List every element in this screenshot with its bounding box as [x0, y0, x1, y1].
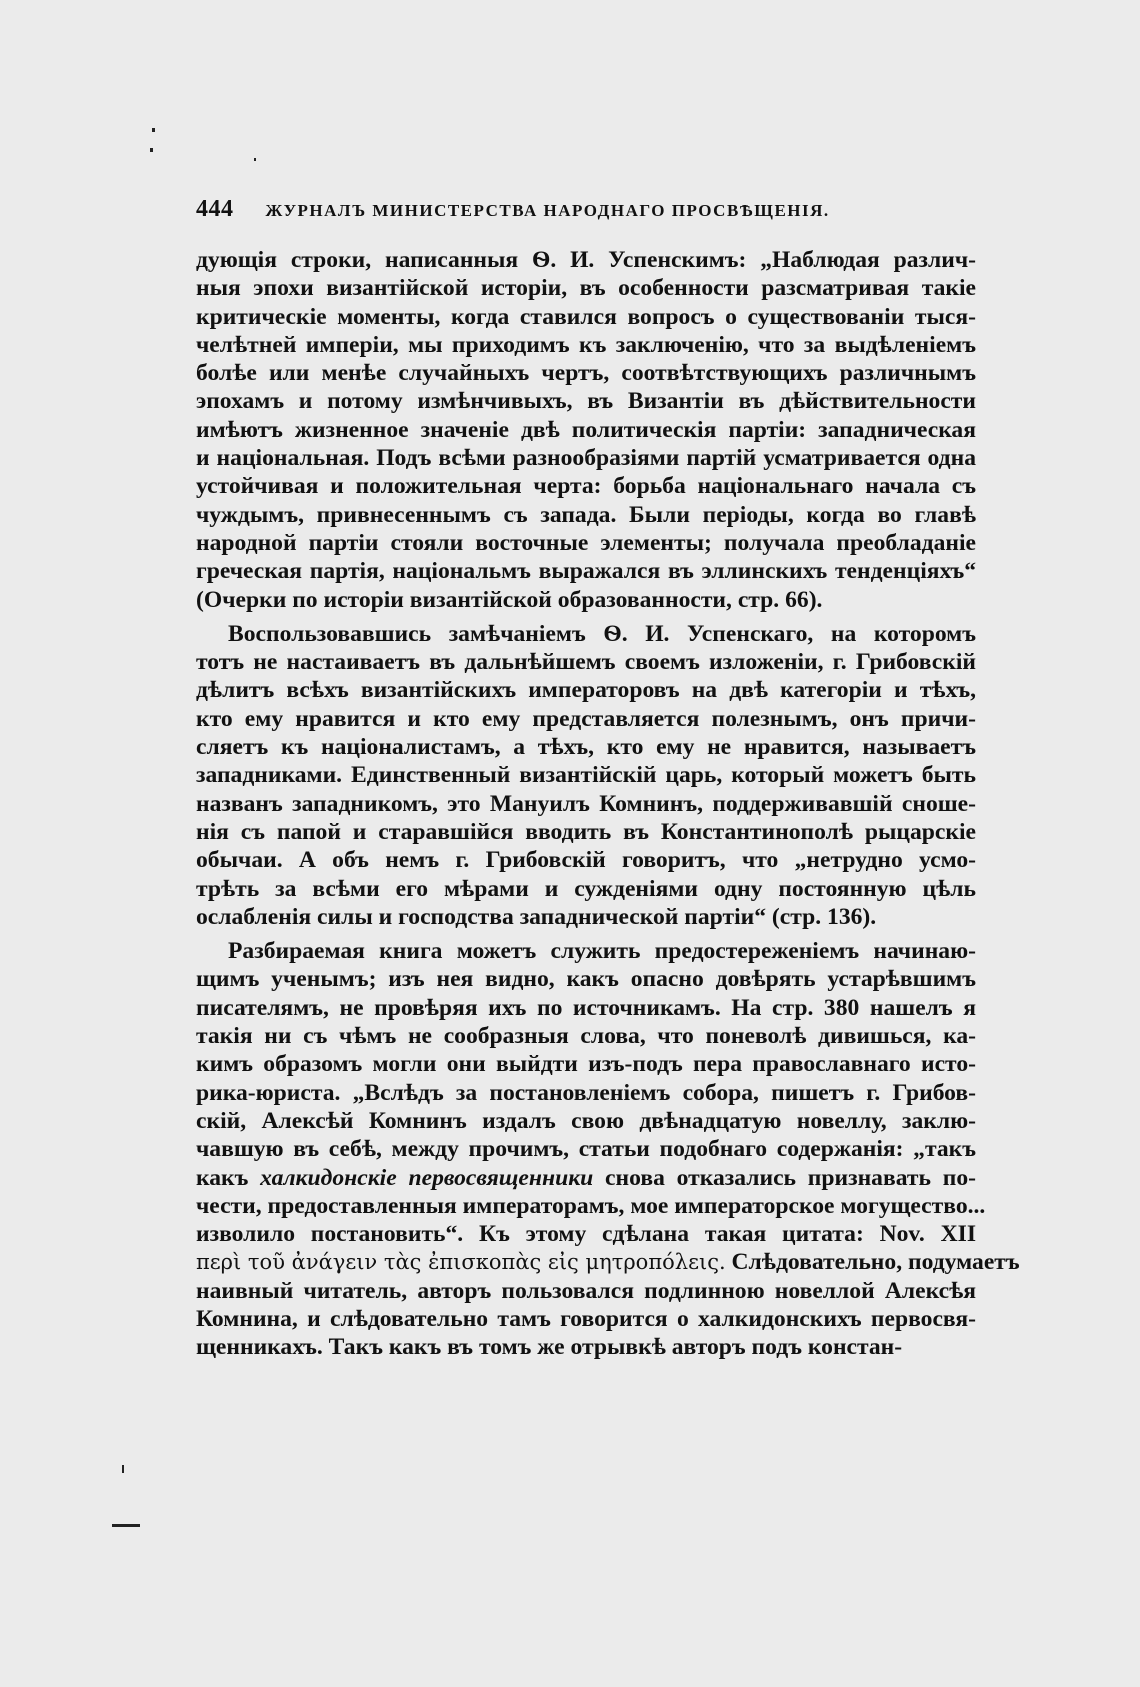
text-line: трѣть за всѣми его мѣрами и сужденіями одну постоянную цѣль: [196, 875, 976, 902]
text-line: Воспользовавшись замѣчаніемъ Ѳ. И. Успенскаго, на которомъ: [228, 620, 976, 647]
text-line: устойчивая и положительная черта: борьба національнаго начала съ: [196, 473, 976, 500]
text-line: какъ халкидонскіе первосвященники снова отказались признавать по-: [196, 1164, 976, 1191]
text-line: ныя эпохи византійской исторіи, въ особенности разсматривая такіе: [196, 275, 976, 302]
text-line: наивный читатель, авторъ пользовался подлинною новеллой Алексѣя: [196, 1277, 976, 1304]
margin-dash-bottom-left: [112, 1524, 140, 1527]
text-line: болѣе или менѣе случайныхъ чертъ, соотвѣтствующихъ различнымъ: [196, 360, 976, 387]
text-line: обычаи. А объ немъ г. Грибовскій говоритъ, что „нетрудно усмо-: [196, 847, 976, 874]
margin-speck-bottom-left: [122, 1465, 124, 1473]
text-line: названъ западникомъ, это Мануилъ Комнинъ, поддерживавшій сноше-: [196, 790, 976, 817]
text-line: такія ни съ чѣмъ не сообразныя слова, что поневолѣ дивишься, ка-: [196, 1023, 976, 1050]
text-line: западниками. Единственный византійскій царь, который можетъ быть: [196, 762, 976, 789]
text-line: скій, Алексѣй Комнинъ издалъ свою двѣнадцатую новеллу, заклю-: [196, 1107, 976, 1134]
text-line: нія съ папой и старавшійся вводить въ Константинополѣ рыцарскіе: [196, 818, 976, 845]
text-line: тотъ не настаиваетъ въ дальнѣйшемъ своемъ изложеніи, г. Грибовскій: [196, 649, 976, 676]
margin-speck-top-left-2: [150, 148, 153, 152]
text-line: писателямъ, не провѣряя ихъ по источникамъ. На стр. 380 нашелъ я: [196, 994, 976, 1021]
text-line: щимъ ученымъ; изъ нея видно, какъ опасно довѣрять устарѣвшимъ: [196, 966, 976, 993]
text-line: чавшую въ себѣ, между прочимъ, статьи подобнаго содержанія: „такъ: [196, 1136, 976, 1163]
paragraph-p2: [196, 620, 976, 931]
text-line: чуждымъ, привнесеннымъ съ запада. Были періоды, когда во главѣ: [196, 501, 976, 528]
margin-speck-top: [254, 158, 256, 161]
paragraph-p1: [196, 246, 976, 614]
greek-phrase: περὶ τοῦ ἀνάγειν τὰς ἐπισκοπὰς εἰς μητροπόλεις.: [196, 1250, 726, 1275]
text-line: критическіе моменты, когда ставился вопросъ о существованіи тыся-: [196, 303, 976, 330]
text-line: кто ему нравится и кто ему представляется полезнымъ, онъ причи-: [196, 705, 976, 732]
text-line: Комнина, и слѣдовательно тамъ говорится о халкидонскихъ первосвя-: [196, 1305, 976, 1332]
text-line: (Очерки по исторіи византійской образованности, стр. 66).: [196, 586, 823, 613]
margin-speck-top-left: [152, 128, 155, 132]
text-line: περὶ τοῦ ἀνάγειν τὰς ἐπισκοπὰς εἰς μητροπόλεις. Слѣдовательно, подумаетъ: [196, 1249, 1020, 1276]
text-line: челѣтней имперіи, мы приходимъ къ заключенію, что за выдѣленіемъ: [196, 331, 976, 358]
text-line: кимъ образомъ могли они выйдти изъ-подъ пера православнаго исто-: [196, 1051, 976, 1078]
text-line: Разбираемая книга можетъ служить предостереженіемъ начинаю-: [228, 938, 976, 965]
text-line: чести, предоставленныя императорамъ, мое императорское могущество...: [196, 1192, 986, 1219]
italic-phrase: халкидонскіе первосвященники: [260, 1164, 594, 1191]
running-head: ЖУРНАЛЪ МИНИСТЕРСТВА НАРОДНАГО ПРОСВѢЩЕНІЯ.: [265, 201, 830, 220]
text-line: сляетъ къ націоналистамъ, а тѣхъ, кто ему не нравится, называетъ: [196, 734, 976, 761]
body-text: [196, 246, 1020, 1362]
text-line: дѣлитъ всѣхъ византійскихъ императоровъ на двѣ категоріи и тѣхъ,: [196, 677, 976, 704]
text-line: и національная. Подъ всѣми разнообразіями партій усматривается одна: [196, 445, 976, 472]
text-line: эпохамъ и потому измѣнчивыхъ, въ Византіи въ дѣйствительности: [196, 388, 976, 415]
paragraph-p3: [196, 937, 1020, 1361]
page-header: [196, 196, 896, 223]
text-line: ослабленія силы и господства западнической партіи“ (стр. 136).: [196, 903, 877, 930]
text-line: рика-юриста. „Вслѣдъ за постановленіемъ собора, пишетъ г. Грибов-: [196, 1079, 976, 1106]
text-line: народной партіи стояли восточные элементы; получала преобладаніе: [196, 529, 976, 556]
page-number: 444: [196, 196, 234, 222]
text-line: имѣютъ жизненное значеніе двѣ политическія партіи: западническая: [196, 416, 976, 443]
text-line: дующія строки, написанныя Ѳ. И. Успенскимъ: „Наблюдая различ-: [196, 247, 976, 273]
text-line: греческая партія, національмъ выражался въ эллинскихъ тенденціяхъ“: [196, 558, 976, 585]
text-line: изволило постановить“. Къ этому сдѣлана такая цитата: Nov. XII: [196, 1221, 976, 1248]
text-line: щенникахъ. Такъ какъ въ томъ же отрывкѣ авторъ подъ констан-: [196, 1334, 903, 1361]
